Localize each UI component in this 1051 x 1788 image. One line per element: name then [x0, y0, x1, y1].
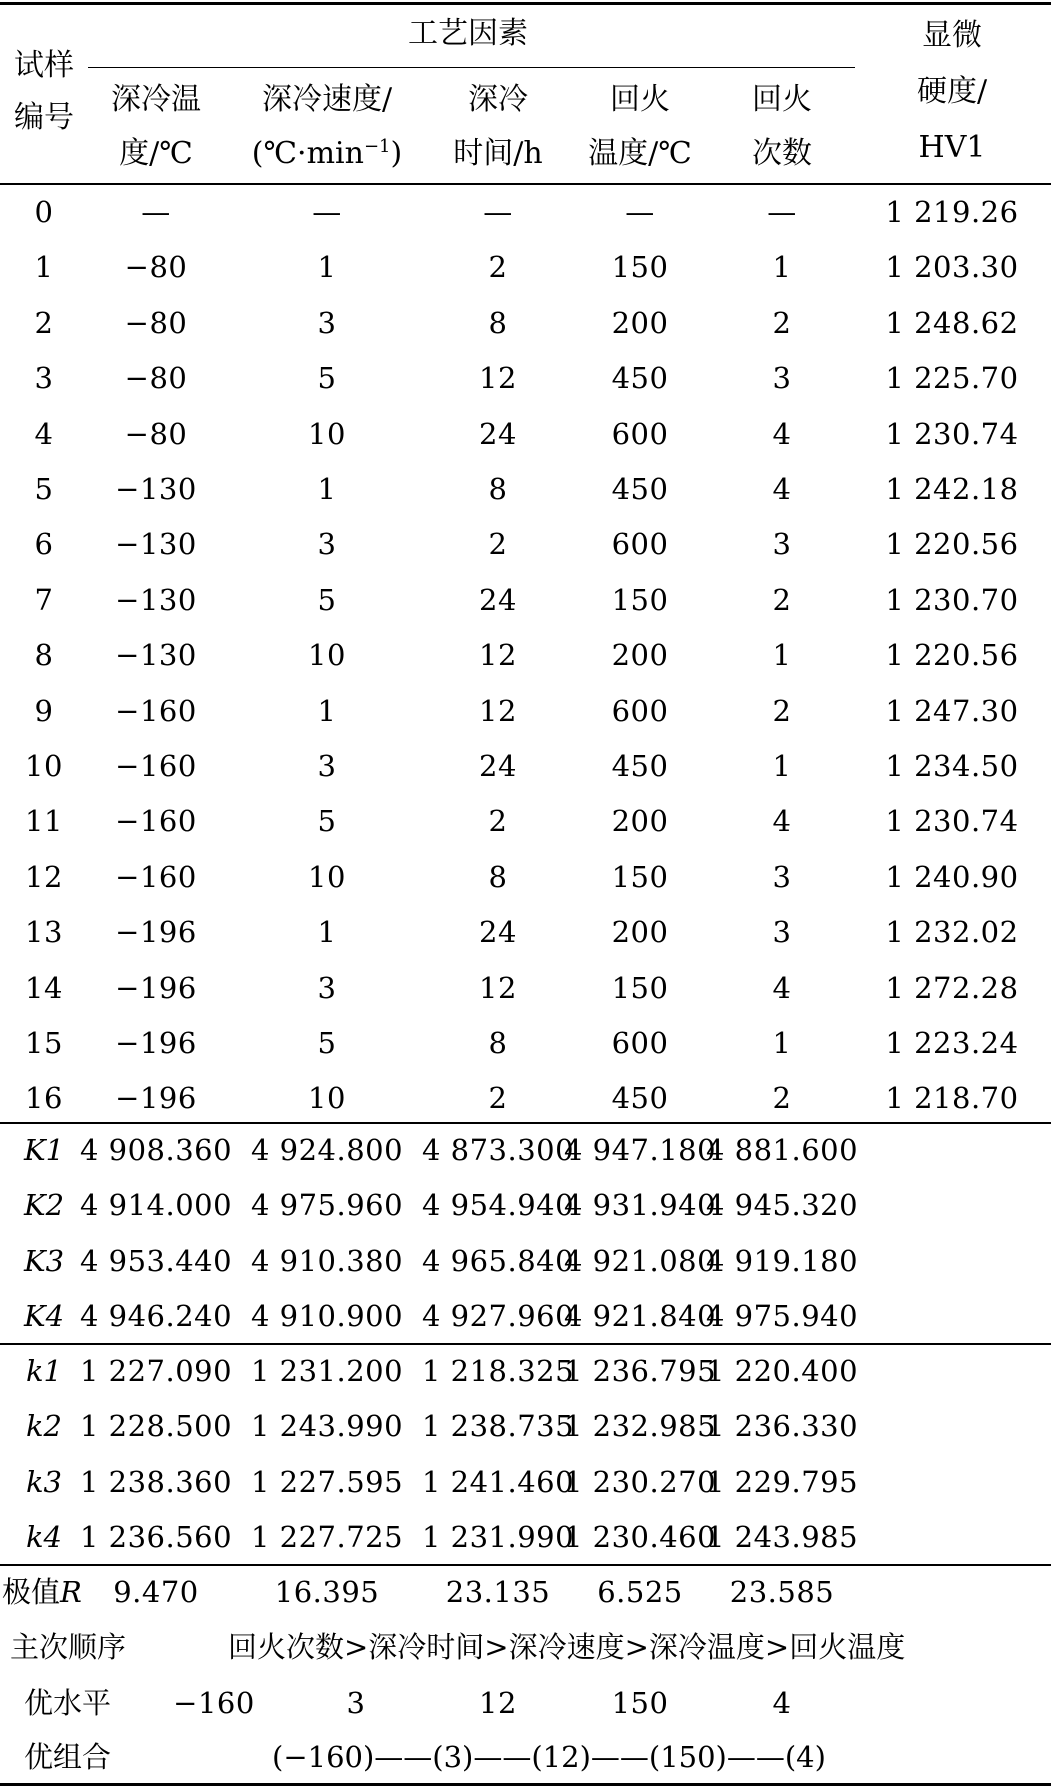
cryo-time-cell: —	[483, 195, 513, 229]
microhardness-cell: 1 234.50	[885, 749, 1019, 783]
K-bottom-rule	[0, 1343, 1051, 1345]
tempering-temp-cell: 200	[611, 305, 669, 340]
cryo-temp-cell: −80	[124, 250, 188, 285]
cryo-temp-cell: −80	[124, 305, 188, 340]
tempering-temp-cell: 450	[611, 472, 669, 506]
tempering-temp-cell: 450	[611, 1081, 669, 1116]
col-time-line2: 时间/h	[453, 136, 543, 171]
cryo-speed-cell: 5	[317, 804, 337, 839]
cryo-time-cell: 8	[488, 305, 508, 340]
K-sum-value: 4 975.940	[705, 1299, 859, 1334]
cryo-time-cell: 24	[479, 749, 517, 783]
microhardness-cell: 1 219.26	[885, 195, 1019, 229]
k-mean-value: 1 241.460	[421, 1464, 575, 1499]
sample-id-cell: 4	[34, 416, 54, 451]
K-sum-value: 4 910.380	[250, 1243, 404, 1278]
hardness-label-line2: 硬度/	[916, 74, 988, 109]
microhardness-cell: 1 247.30	[885, 693, 1019, 728]
hardness-label-line3: HV1	[918, 130, 986, 165]
cryo-speed-cell: 10	[308, 638, 346, 673]
cryo-time-cell: 2	[488, 527, 508, 562]
K-sum-value: 4 881.600	[705, 1133, 859, 1167]
cryo-time-cell: 12	[479, 638, 517, 673]
k-mean-value: 1 230.270	[563, 1464, 717, 1499]
range-value-tempering-temp: 6.525	[597, 1575, 683, 1609]
k-mean-value: 1 231.200	[250, 1354, 404, 1388]
K-sum-value: 4 975.960	[250, 1188, 404, 1223]
k-mean-value: 1 243.985	[705, 1520, 859, 1555]
sample-id-cell: 7	[34, 582, 54, 617]
data-bottom-rule	[0, 1122, 1051, 1124]
tempering-temp-cell: 150	[611, 970, 669, 1005]
sample-id-cell: 6	[34, 527, 54, 562]
cryo-temp-cell: −130	[115, 527, 197, 562]
cryo-speed-cell: 3	[317, 970, 337, 1005]
tempering-temp-cell: 150	[611, 250, 669, 285]
tempering-count-cell: 2	[772, 1081, 792, 1116]
optimal-level-time: 12	[479, 1686, 517, 1720]
K-sum-value: 4 921.080	[563, 1243, 717, 1278]
tempering-temp-cell: 200	[611, 638, 669, 673]
sample-id-cell: 14	[25, 970, 63, 1005]
cryo-time-cell: 2	[488, 1081, 508, 1116]
K-sum-value: 4 927.960	[421, 1299, 575, 1334]
K-sum-value: 4 946.240	[79, 1299, 233, 1334]
col-speed-line1: 深冷速度/	[261, 82, 393, 117]
microhardness-cell: 1 220.56	[885, 527, 1019, 562]
cryo-time-cell: 12	[479, 693, 517, 728]
optimal-combo-label: 优组合	[24, 1740, 112, 1774]
cryo-time-cell: 2	[488, 250, 508, 285]
col-tempering-temp-line1: 回火	[610, 82, 670, 117]
tempering-count-cell: 3	[772, 527, 792, 562]
sample-id-cell: 10	[25, 749, 63, 783]
k-mean-value: 1 238.735	[421, 1409, 575, 1444]
microhardness-cell: 1 248.62	[885, 305, 1019, 340]
sample-id-cell: 0	[34, 195, 54, 229]
tempering-temp-cell: —	[625, 195, 655, 229]
col-tempering-count-line2: 次数	[752, 136, 812, 171]
cryo-temp-cell: −130	[115, 582, 197, 617]
tempering-temp-cell: 200	[611, 804, 669, 839]
optimal-level-label: 优水平	[24, 1686, 112, 1720]
tempering-temp-cell: 150	[611, 582, 669, 617]
k-mean-value: 1 220.400	[705, 1354, 859, 1388]
microhardness-cell: 1 223.24	[885, 1026, 1019, 1060]
tempering-count-cell: 4	[772, 970, 792, 1005]
K-sum-label: K1	[23, 1133, 65, 1167]
col-tempering-count-line1: 回火	[752, 82, 812, 117]
hardness-label-line1: 显微	[922, 18, 982, 53]
cryo-temp-cell: −80	[124, 416, 188, 451]
microhardness-cell: 1 230.70	[885, 582, 1019, 617]
header-bottom-rule	[0, 183, 1051, 185]
col-speed-line2-pre: (℃·min	[251, 136, 364, 171]
sample-id-cell: 5	[34, 472, 54, 506]
k-mean-value: 1 236.330	[705, 1409, 859, 1444]
cryo-time-cell: 24	[479, 416, 517, 451]
optimal-level-speed: 3	[346, 1686, 366, 1720]
k-mean-value: 1 218.325	[421, 1354, 575, 1388]
cryo-speed-cell: 1	[317, 250, 337, 285]
sample-id-cell: 1	[34, 250, 54, 285]
col-speed-line2	[252, 137, 402, 171]
k-mean-value: 1 227.090	[79, 1354, 233, 1388]
cryo-temp-cell: −160	[115, 693, 197, 728]
K-sum-value: 4 919.180	[705, 1243, 859, 1278]
process-factors-underline	[88, 67, 855, 68]
k-mean-value: 1 230.460	[563, 1520, 717, 1555]
tempering-count-cell: 3	[772, 915, 792, 950]
tempering-count-cell: 1	[772, 749, 792, 783]
col-temp-line2: 度/℃	[119, 136, 193, 171]
range-label	[2, 1575, 82, 1609]
k-mean-value: 1 229.795	[705, 1464, 859, 1499]
sample-id-cell: 8	[34, 638, 54, 673]
k-mean-label: k4	[25, 1520, 63, 1555]
cryo-speed-cell: 1	[317, 915, 337, 950]
k-mean-value: 1 231.990	[421, 1520, 575, 1555]
bottom-rule	[0, 1783, 1051, 1786]
tempering-temp-cell: 450	[611, 361, 669, 396]
tempering-temp-cell: 600	[611, 693, 669, 728]
cryo-time-cell: 8	[488, 1026, 508, 1060]
tempering-count-cell: 4	[772, 416, 792, 451]
cryo-time-cell: 8	[488, 472, 508, 506]
sample-id-cell: 16	[25, 1081, 63, 1116]
k-mean-value: 1 232.985	[563, 1409, 717, 1444]
k-mean-value: 1 227.725	[250, 1520, 404, 1555]
sample-id-cell: 13	[25, 915, 63, 950]
optimal-level-tempering-count: 4	[772, 1686, 792, 1720]
K-sum-label: K2	[23, 1188, 65, 1223]
k-mean-label: k3	[25, 1464, 63, 1499]
sample-id-cell: 3	[34, 361, 54, 396]
k-mean-value: 1 227.595	[250, 1464, 404, 1499]
process-factors-title: 工艺因素	[408, 16, 528, 51]
cryo-speed-cell: 5	[317, 361, 337, 396]
tempering-count-cell: 4	[772, 804, 792, 839]
K-sum-value: 4 873.300	[421, 1133, 575, 1167]
range-value-speed: 16.395	[274, 1575, 380, 1609]
optimal-level-tempering-temp: 150	[611, 1686, 669, 1720]
K-sum-value: 4 908.360	[79, 1133, 233, 1167]
sample-label-line1: 试样	[14, 48, 74, 83]
microhardness-cell: 1 230.74	[885, 804, 1019, 839]
optimal-level-temp: −160	[173, 1686, 255, 1720]
tempering-temp-cell: 600	[611, 1026, 669, 1060]
cryo-speed-cell: 5	[317, 582, 337, 617]
cryo-temp-cell: −160	[115, 749, 197, 783]
cryo-time-cell: 24	[479, 915, 517, 950]
tempering-count-cell: 3	[772, 859, 792, 894]
tempering-temp-cell: 450	[611, 749, 669, 783]
microhardness-cell: 1 242.18	[885, 472, 1019, 506]
k-mean-value: 1 236.560	[79, 1520, 233, 1555]
cryo-time-cell: 12	[479, 361, 517, 396]
microhardness-cell: 1 218.70	[885, 1081, 1019, 1116]
tempering-count-cell: 3	[772, 361, 792, 396]
tempering-temp-cell: 600	[611, 416, 669, 451]
cryo-speed-cell: —	[312, 195, 342, 229]
cryo-speed-cell: 5	[317, 1026, 337, 1060]
tempering-count-cell: 1	[772, 638, 792, 673]
range-label-var: R	[60, 1575, 82, 1609]
cryo-temp-cell: −196	[115, 970, 197, 1005]
cryo-temp-cell: −196	[115, 1026, 197, 1060]
cryo-time-cell: 24	[479, 582, 517, 617]
cryo-temp-cell: −160	[115, 804, 197, 839]
order-label: 主次顺序	[10, 1630, 127, 1664]
tempering-count-cell: 1	[772, 1026, 792, 1060]
range-value-tempering-count: 23.585	[729, 1575, 835, 1609]
cryo-speed-cell: 10	[308, 416, 346, 451]
col-speed-line2-post: )	[390, 136, 403, 171]
cryo-speed-cell: 3	[317, 527, 337, 562]
sample-id-cell: 9	[34, 693, 54, 728]
K-sum-value: 4 947.180	[563, 1133, 717, 1167]
K-sum-label: K4	[23, 1299, 65, 1334]
tempering-count-cell: —	[767, 195, 797, 229]
k-mean-value: 1 238.360	[79, 1464, 233, 1499]
tempering-temp-cell: 200	[611, 915, 669, 950]
col-tempering-temp-line2: 温度/℃	[588, 136, 692, 171]
cryo-speed-cell: 1	[317, 472, 337, 506]
K-sum-value: 4 910.900	[250, 1299, 404, 1334]
k-mean-label: k2	[25, 1409, 63, 1444]
K-sum-value: 4 931.940	[563, 1188, 717, 1223]
tempering-count-cell: 2	[772, 305, 792, 340]
cryo-temp-cell: −130	[115, 638, 197, 673]
microhardness-cell: 1 240.90	[885, 859, 1019, 894]
microhardness-cell: 1 230.74	[885, 416, 1019, 451]
microhardness-cell: 1 225.70	[885, 361, 1019, 396]
cryo-temp-cell: −196	[115, 1081, 197, 1116]
sample-id-cell: 15	[25, 1026, 63, 1060]
cryo-time-cell: 8	[488, 859, 508, 894]
microhardness-cell: 1 203.30	[885, 250, 1019, 285]
range-value-temp: 9.470	[113, 1575, 199, 1609]
cryo-speed-cell: 10	[308, 1081, 346, 1116]
k-mean-value: 1 228.500	[79, 1409, 233, 1444]
microhardness-cell: 1 220.56	[885, 638, 1019, 673]
optimal-combo-value: (−160)——(3)——(12)——(150)——(4)	[272, 1740, 826, 1774]
K-sum-label: K3	[23, 1243, 65, 1278]
k-mean-label: k1	[25, 1354, 63, 1388]
cryo-time-cell: 12	[479, 970, 517, 1005]
K-sum-value: 4 953.440	[79, 1243, 233, 1278]
microhardness-cell: 1 272.28	[885, 970, 1019, 1005]
col-temp-line1: 深冷温	[111, 82, 201, 117]
top-rule	[0, 2, 1051, 5]
k-mean-value: 1 243.990	[250, 1409, 404, 1444]
K-sum-value: 4 965.840	[421, 1243, 575, 1278]
sample-id-cell: 12	[25, 859, 63, 894]
range-value-time: 23.135	[445, 1575, 551, 1609]
tempering-temp-cell: 600	[611, 527, 669, 562]
range-label-cn: 极值	[2, 1575, 61, 1609]
K-sum-value: 4 954.940	[421, 1188, 575, 1223]
cryo-speed-cell: 10	[308, 859, 346, 894]
col-time-line1: 深冷	[468, 82, 528, 117]
tempering-temp-cell: 150	[611, 859, 669, 894]
tempering-count-cell: 2	[772, 693, 792, 728]
cryo-speed-cell: 3	[317, 305, 337, 340]
K-sum-value: 4 924.800	[250, 1133, 404, 1167]
cryo-temp-cell: —	[141, 195, 171, 229]
sample-id-cell: 2	[34, 305, 54, 340]
K-sum-value: 4 945.320	[705, 1188, 859, 1223]
cryo-temp-cell: −160	[115, 859, 197, 894]
k-mean-value: 1 236.795	[563, 1354, 717, 1388]
tempering-count-cell: 2	[772, 582, 792, 617]
k-bottom-rule	[0, 1564, 1051, 1566]
tempering-count-cell: 1	[772, 250, 792, 285]
cryo-speed-cell: 1	[317, 693, 337, 728]
cryo-temp-cell: −196	[115, 915, 197, 950]
sample-label-line2: 编号	[14, 100, 74, 135]
order-value: 回火次数>深冷时间>深冷速度>深冷温度>回火温度	[228, 1630, 906, 1664]
K-sum-value: 4 921.840	[563, 1299, 717, 1334]
cryo-speed-cell: 3	[317, 749, 337, 783]
microhardness-cell: 1 232.02	[885, 915, 1019, 950]
K-sum-value: 4 914.000	[79, 1188, 233, 1223]
sample-id-cell: 11	[25, 804, 63, 839]
cryo-temp-cell: −80	[124, 361, 188, 396]
cryo-time-cell: 2	[488, 804, 508, 839]
col-speed-line2-sup: −1	[363, 136, 391, 157]
tempering-count-cell: 4	[772, 472, 792, 506]
cryo-temp-cell: −130	[115, 472, 197, 506]
